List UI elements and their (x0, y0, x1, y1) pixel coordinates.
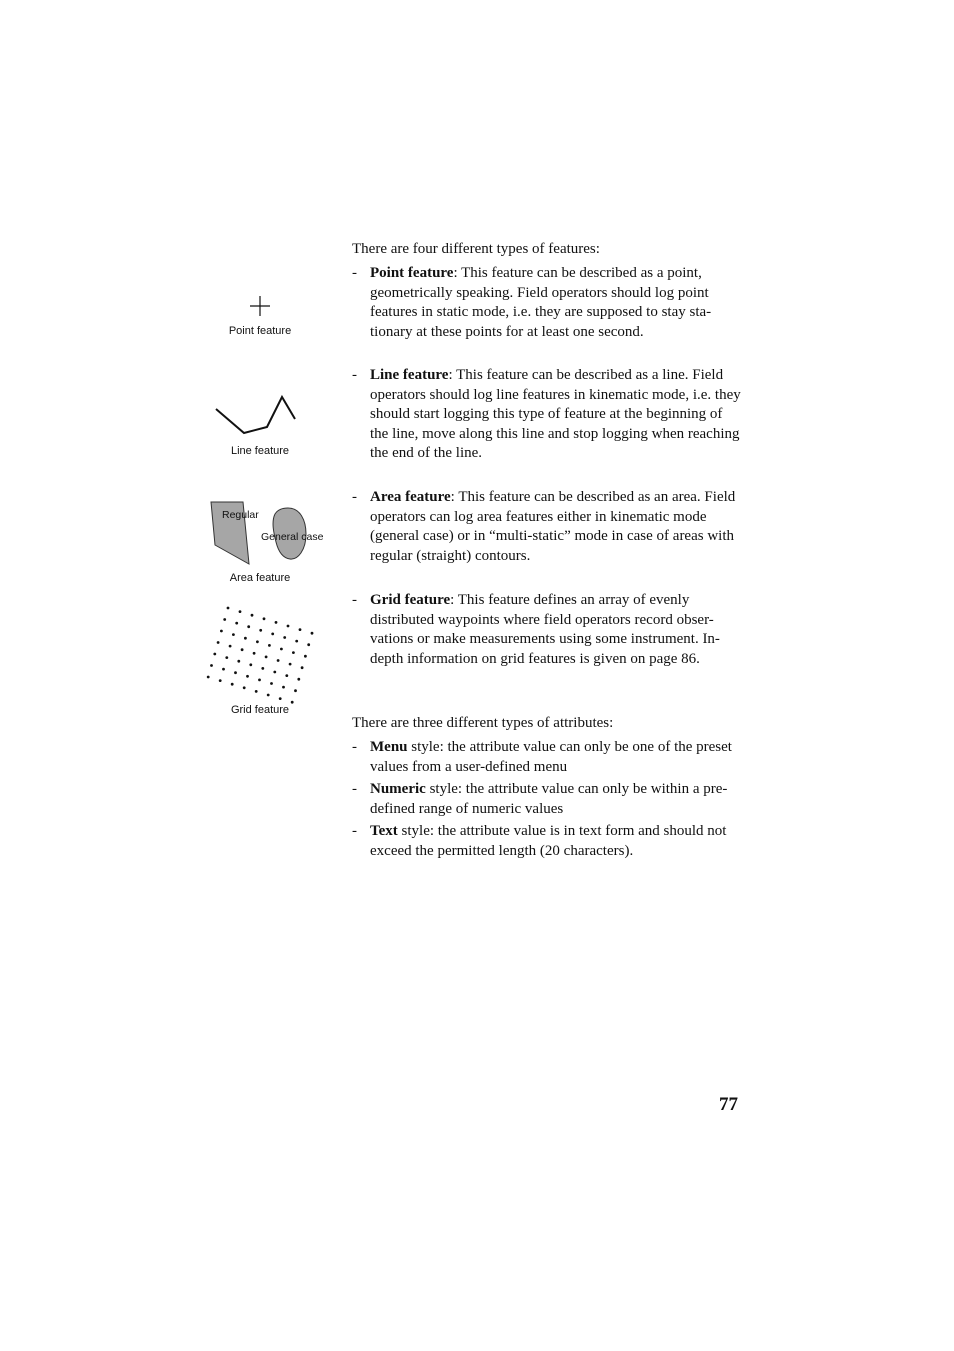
grid-waypoint-dot (231, 683, 234, 686)
grid-waypoint-dot (217, 641, 220, 644)
grid-waypoint-dot (256, 640, 259, 643)
grid-waypoint-dot (251, 614, 254, 617)
bullet-dash: - (352, 265, 357, 281)
grid-feature-icon (200, 604, 320, 708)
grid-waypoint-dot (265, 656, 268, 659)
grid-waypoint-dot (294, 689, 297, 692)
area-general-case-label: General case (261, 531, 324, 543)
attribute-item-numeric (352, 780, 744, 819)
grid-waypoint-dot (270, 682, 273, 685)
grid-waypoint-dot (268, 644, 271, 647)
feature-description: : This feature can be described as an area. Field operators can log area features either in kinematic mode (general case) or in “multi-static” mode in case of areas with regular (straight) contours. (370, 489, 736, 564)
bullet-dash: - (352, 367, 357, 383)
grid-waypoint-dot (295, 640, 298, 643)
grid-waypoint-dot (283, 636, 286, 639)
feature-description: : This feature can be described as a point, geometrically speaking. Field operators should log point features in static mode, i.e. they are supposed to stay sta-tionary at these points for at least one second. (370, 265, 712, 340)
grid-waypoint-dot (271, 633, 274, 636)
grid-waypoint-dot (261, 667, 264, 670)
feature-term: Point feature (370, 265, 454, 281)
grid-waypoint-dot (243, 686, 246, 689)
grid-waypoint-dot (222, 668, 225, 671)
feature-description: : This feature defines an array of evenly distributed waypoints where field operators record obser-vations or make measurements using some instrument. In-depth information on grid features is given on page 86. (370, 592, 720, 667)
line-feature-icon (214, 396, 298, 436)
grid-waypoint-dot (311, 632, 314, 635)
grid-waypoint-dot (235, 622, 238, 625)
feature-description: : This feature can be described as a line. Field operators should log line features in kinematic mode, i.e. they should start logging this type of feature at the beginning of the line, move along this line and stop logging when reaching the end of the line. (370, 367, 741, 461)
attribute-item-menu (352, 738, 744, 777)
grid-waypoint-dot (207, 676, 210, 679)
attribute-description: style: the attribute value can only be one of the preset values from a user-defined menu (370, 739, 732, 775)
grid-waypoint-dot (299, 628, 302, 631)
grid-waypoint-dot (307, 643, 310, 646)
point-feature-icon (250, 296, 270, 316)
feature-item-line (352, 366, 744, 464)
grid-waypoint-dot (291, 701, 294, 704)
grid-waypoint-dot (219, 679, 222, 682)
attribute-description: style: the attribute value can only be within a pre-defined range of numeric values (370, 781, 728, 817)
grid-waypoint-dot (244, 637, 247, 640)
grid-waypoint-dot (247, 625, 250, 628)
grid-waypoint-dot (287, 625, 290, 628)
grid-waypoint-dot (255, 690, 258, 693)
grid-waypoint-dot (304, 655, 307, 658)
grid-waypoint-dot (225, 656, 228, 659)
grid-waypoint-dot (220, 630, 223, 633)
grid-waypoint-dot (275, 621, 278, 624)
bullet-dash: - (352, 739, 357, 755)
attribute-description: style: the attribute value is in text form and should not exceed the permitted length (20 characters). (370, 823, 727, 859)
feature-item-grid (352, 591, 744, 669)
feature-item-area (352, 488, 744, 566)
area-feature-caption: Area feature (229, 572, 291, 584)
bullet-dash: - (352, 592, 357, 608)
grid-waypoint-dot (297, 678, 300, 681)
bullet-dash: - (352, 489, 357, 505)
grid-waypoint-dot (234, 671, 237, 674)
attribute-term: Menu (370, 739, 408, 755)
point-feature-caption: Point feature (228, 325, 292, 337)
grid-waypoint-dot (277, 659, 280, 662)
attribute-item-text (352, 822, 744, 861)
grid-waypoint-dot (239, 610, 242, 613)
grid-waypoint-dot (273, 671, 276, 674)
grid-waypoint-dot (258, 679, 261, 682)
feature-term: Area feature (370, 489, 451, 505)
grid-waypoint-dot (227, 607, 230, 610)
feature-term: Grid feature (370, 592, 451, 608)
feature-term: Line feature (370, 367, 449, 383)
features-intro: There are four different types of features: (352, 241, 600, 257)
grid-waypoint-dot (292, 651, 295, 654)
grid-waypoint-dot (267, 694, 270, 697)
grid-waypoint-dot (285, 674, 288, 677)
grid-feature-caption: Grid feature (230, 704, 290, 716)
feature-item-point (352, 264, 744, 342)
grid-waypoint-dot (237, 660, 240, 663)
grid-waypoint-dot (213, 653, 216, 656)
grid-waypoint-dot (241, 648, 244, 651)
grid-waypoint-dot (282, 686, 285, 689)
grid-waypoint-dot (229, 645, 232, 648)
grid-waypoint-dot (210, 664, 213, 667)
attributes-intro: There are three different types of attributes: (352, 715, 614, 731)
area-regular-label: Regular (222, 509, 259, 521)
grid-waypoint-dot (301, 666, 304, 669)
grid-waypoint-dot (253, 652, 256, 655)
page-number: 77 (719, 1094, 738, 1115)
bullet-dash: - (352, 781, 357, 797)
grid-waypoint-dot (249, 663, 252, 666)
grid-waypoint-dot (232, 633, 235, 636)
grid-waypoint-dot (263, 617, 266, 620)
grid-waypoint-dot (280, 648, 283, 651)
line-feature-caption: Line feature (230, 445, 290, 457)
grid-waypoint-dot (223, 618, 226, 621)
grid-waypoint-dot (289, 663, 292, 666)
grid-waypoint-dot (246, 675, 249, 678)
bullet-dash: - (352, 823, 357, 839)
attribute-term: Numeric (370, 781, 426, 797)
grid-waypoint-dot (279, 697, 282, 700)
attribute-term: Text (370, 823, 398, 839)
grid-waypoint-dot (259, 629, 262, 632)
